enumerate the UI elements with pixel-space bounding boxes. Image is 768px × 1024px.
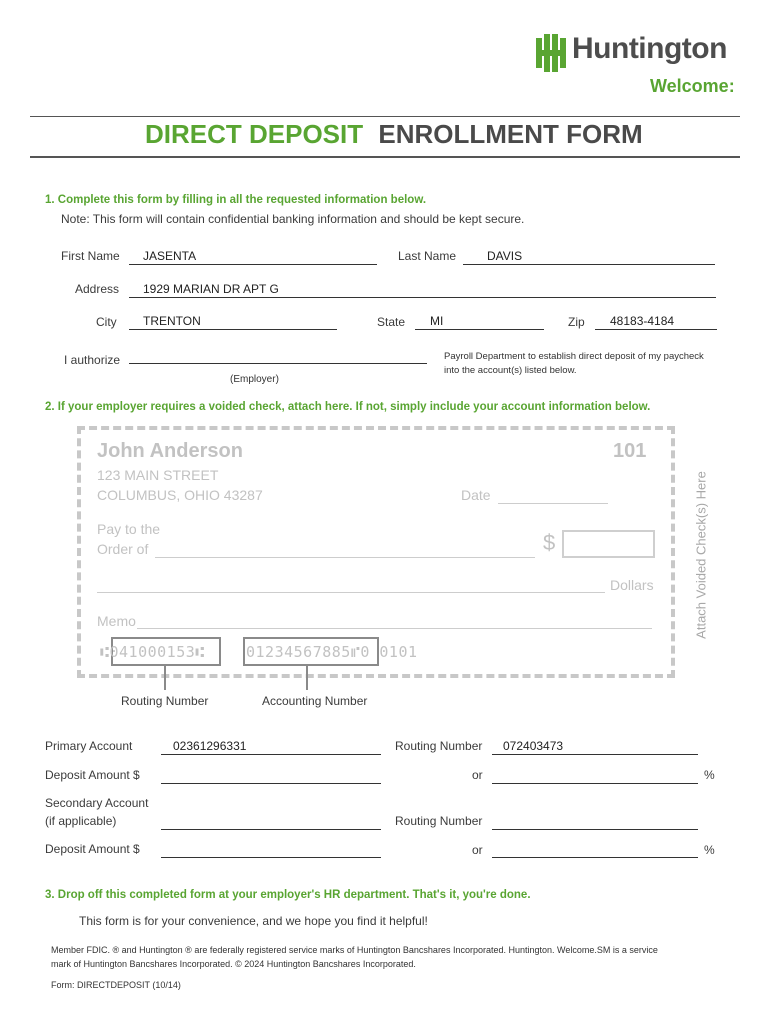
deposit-or: or [472,768,483,782]
employer-caption: (Employer) [230,374,279,385]
address-line [129,297,716,298]
employer-line[interactable] [129,363,427,364]
step1-note: Note: This form will contain confidential banking information and should be kept secure. [61,212,525,226]
check-micr-account: 01234567885⑈0 0101 [246,643,418,661]
first-name-line [129,264,377,265]
form-id: Form: DIRECTDEPOSIT (10/14) [51,980,181,990]
check-payee-line [155,557,535,558]
secondary-percent-sign: % [704,843,715,857]
deposit-amount-line[interactable] [161,783,381,784]
deposit-amount-label: Deposit Amount $ [45,768,140,782]
footer-legal-1: Member FDIC. ® and Huntington ® are federally registered service marks of Huntington Bancshares Incorporated. Huntington. Welcome.SM is a service [51,945,658,955]
brand-name: Huntington [572,32,727,65]
huntington-logo-icon [534,34,568,72]
zip-line [595,329,717,330]
account-number-caption: Accounting Number [262,694,368,708]
state-label: State [377,315,406,329]
deposit-percent-sign: % [704,768,715,782]
check-name: John Anderson [97,440,243,462]
check-city: COLUMBUS, OHIO 43287 [97,487,263,503]
check-dollar-sign: $ [543,530,556,555]
state-field[interactable]: MI [430,314,444,328]
city-label: City [96,315,117,329]
title-bottom-rule [30,156,740,158]
zip-field[interactable]: 48183-4184 [610,314,675,328]
last-name-field[interactable]: DAVIS [487,249,523,263]
primary-account-field[interactable]: 02361296331 [173,739,247,753]
secondary-deposit-label: Deposit Amount $ [45,842,140,856]
city-line [129,329,337,330]
secondary-deposit-or: or [472,843,483,857]
step3-heading: 3. Drop off this completed form at your employer's HR department. That's it, you're done. [45,889,531,901]
secondary-account-sublabel: (if applicable) [45,814,117,828]
check-street: 123 MAIN STREET [97,467,219,483]
check-amount-box [562,530,655,558]
footer-legal-2: mark of Huntington Bancshares Incorporated. © 2024 Huntington Bancshares Incorporated. [51,959,416,969]
check-micr-routing: ⑆041000153⑆ [100,643,205,661]
welcome-text: Welcome: [650,76,735,96]
last-name-label: Last Name [398,249,457,263]
account-pointer [306,666,308,690]
step2-heading: 2. If your employer requires a voided check, attach here. If not, simply include your account information below. [45,401,651,413]
authorize-text-1: Payroll Department to establish direct deposit of my paycheck [444,351,704,362]
primary-account-label: Primary Account [45,739,133,753]
check-date-label: Date [461,487,491,503]
check-memo: Memo [97,613,136,629]
check-memo-line [137,628,652,629]
page-title [145,119,643,150]
attach-check-text: Attach Voided Check(s) Here [693,471,709,639]
routing-number-field[interactable]: 072403473 [503,739,564,753]
first-name-label: First Name [61,249,120,263]
secondary-percent-line[interactable] [492,857,698,858]
first-name-field[interactable]: JASENTA [143,249,197,263]
authorize-text-2: into the account(s) listed below. [444,365,577,376]
thanks-text: This form is for your convenience, and we hope you find it helpful! [79,914,428,928]
zip-label: Zip [568,315,585,329]
city-field[interactable]: TRENTON [143,314,201,328]
check-number: 101 [613,440,647,462]
check-date-line [498,503,608,504]
title-enrollment-form: ENROLLMENT FORM [378,119,643,149]
primary-account-line [161,754,381,755]
check-order-of: Order of [97,541,149,557]
check-dollars: Dollars [610,577,654,593]
routing-number-caption: Routing Number [121,694,209,708]
routing-number-line [492,754,698,755]
logo [534,34,728,74]
authorize-label: I authorize [64,353,121,367]
secondary-routing-line[interactable] [492,829,698,830]
check-pay-to: Pay to the [97,521,161,537]
last-name-line [463,264,715,265]
address-label: Address [75,282,120,296]
title-direct-deposit: DIRECT DEPOSIT [145,119,364,149]
step1-heading: 1. Complete this form by filling in all the requested information below. [45,194,427,206]
secondary-deposit-line[interactable] [161,857,381,858]
address-field[interactable]: 1929 MARIAN DR APT G [143,282,279,296]
routing-number-label: Routing Number [395,739,483,753]
deposit-percent-line[interactable] [492,783,698,784]
check-dollars-line [97,592,605,593]
title-top-rule [30,116,740,117]
state-line [415,329,544,330]
secondary-account-line[interactable] [161,829,381,830]
secondary-account-label: Secondary Account [45,796,149,810]
routing-pointer [164,666,166,690]
secondary-routing-label: Routing Number [395,814,483,828]
